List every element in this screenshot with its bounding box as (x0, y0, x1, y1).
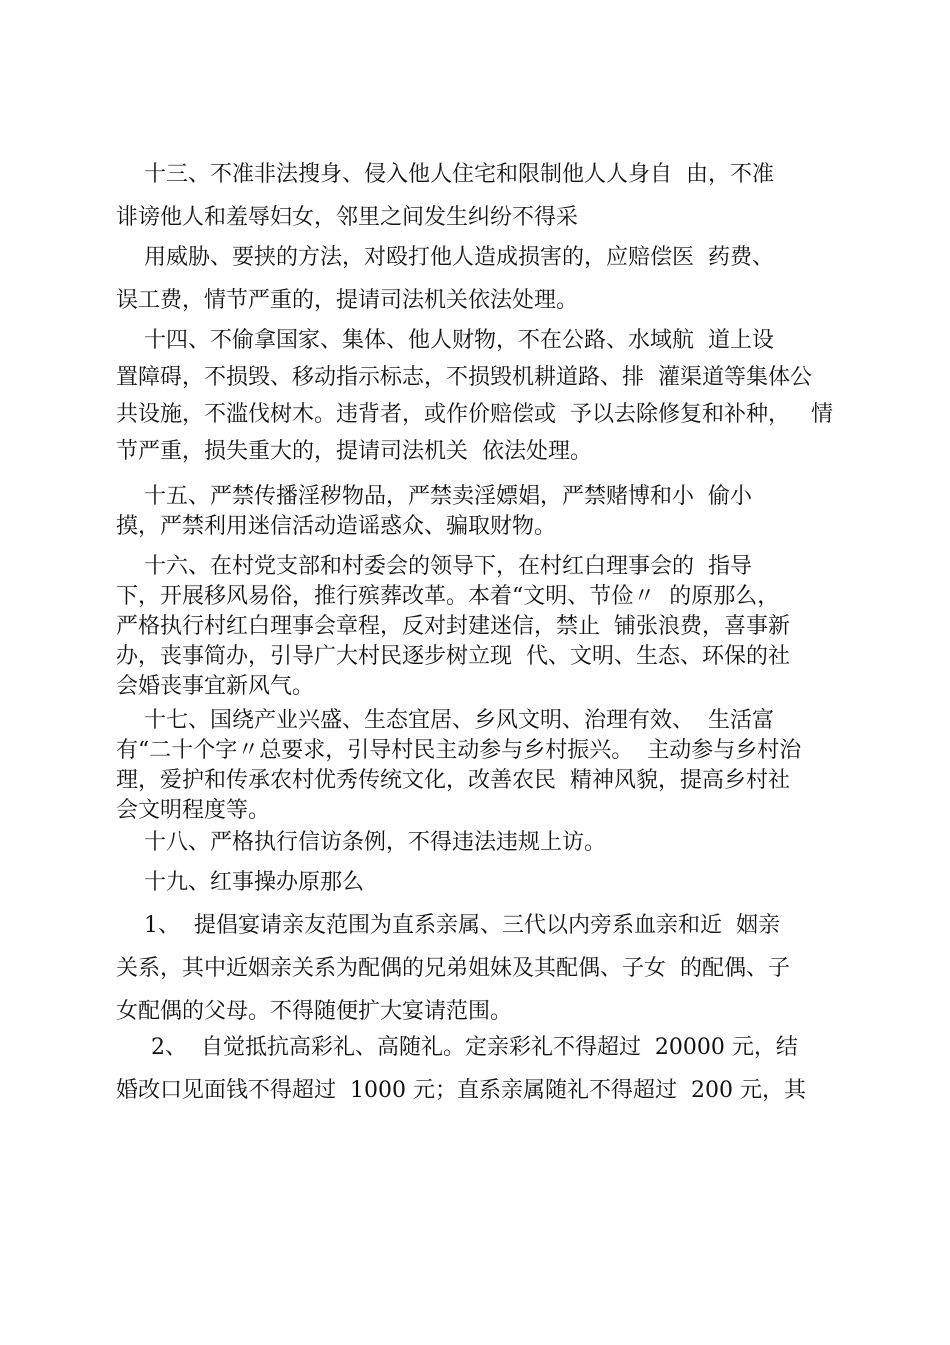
paragraph-rule-13 (116, 153, 840, 239)
text-line: 会文明程度等。 (116, 798, 271, 823)
text-line: 十六、在村党支部和村委会的领导下，在村红白理事会的 指导 (116, 554, 752, 579)
text-line: 有“二十个字〃总要求，引导村民主动参与乡村振兴。 主动参与乡村治 (116, 738, 802, 763)
text-line: 诽谤他人和羞辱妇女，邻里之间发生纠纷不得采 (116, 205, 579, 230)
text-line: 十三、不准非法搜身、侵入他人住宅和限制他人人身自 由，不准 (116, 162, 774, 187)
text-line: 理，爱护和传承农村优秀传统文化，改善农民 精神风貌，提高乡村社 (116, 768, 790, 793)
text-line: 婚改口见面钱不得超过 1000 元；直系亲属随礼不得超过 200 元，其 (116, 1078, 806, 1103)
paragraph-rule-15 (116, 482, 840, 542)
text-line: 用威胁、要挟的方法，对殴打他人造成损害的，应赔偿医 药费、 (116, 245, 774, 270)
text-line: 十五、严禁传播淫秽物品，严禁卖淫嫖娼，严禁赌博和小 偷小 (116, 484, 752, 509)
text-line: 摸，严禁利用迷信活动造谣惑众、骗取财物。 (116, 514, 557, 539)
paragraph-rule-19-item-1 (116, 904, 840, 1033)
paragraph-rule-19 (116, 868, 840, 898)
text-line: 误工费，情节严重的，提请司法机关依法处理。 (116, 288, 579, 313)
text-line: 女配偶的父母。不得随便扩大宴请范围。 (116, 999, 513, 1024)
text-line: 关系，其中近姻亲关系为配偶的兄弟姐妹及其配偶、子女 的配偶、子 (116, 956, 790, 981)
text-line: 节严重，损失重大的，提请司法机关 依法处理。 (116, 439, 592, 464)
text-line: 十四、不偷拿国家、集体、他人财物，不在公路、水域航 道上设 (116, 328, 774, 353)
text-line: 共设施，不滥伐树木。违背者，或作价赔偿或 予以去除修复和补种， 情 (116, 402, 833, 427)
paragraph-rule-13-cont (116, 236, 840, 322)
text-line: 会婚丧事宜新风气。 (116, 674, 315, 699)
paragraph-rule-18 (116, 828, 840, 858)
text-line: 十九、红事操办原那么 (116, 870, 364, 895)
paragraph-rule-17 (116, 706, 840, 826)
text-line: 十八、严格执行信访条例，不得违法违规上访。 (116, 830, 606, 855)
text-line: 2、 自觉抵抗高彩礼、高随礼。定亲彩礼不得超过 20000 元，结 (116, 1035, 798, 1060)
paragraph-rule-14 (116, 322, 840, 470)
text-line: 严格执行村红白理事会章程，反对封建迷信，禁止 铺张浪费，喜事新 (116, 614, 790, 639)
text-line: 1、 提倡宴请亲友范围为直系亲属、三代以内旁系血亲和近 姻亲 (116, 913, 780, 938)
text-line: 十七、国绕产业兴盛、生态宜居、乡风文明、治理有效、 生活富 (116, 708, 774, 733)
text-line: 置障碍，不损毁、移动指示标志，不损毁机耕道路、排 灌渠道等集体公 (116, 365, 812, 390)
paragraph-rule-16 (116, 552, 840, 702)
text-line: 下，开展移风易俗，推行殡葬改革。本着“文明、节俭〃 的原那么， (116, 584, 780, 609)
text-line: 办，丧事简办，引导广大村民逐步树立现 代、文明、生态、环保的社 (116, 644, 790, 669)
paragraph-rule-19-item-2 (116, 1026, 840, 1112)
